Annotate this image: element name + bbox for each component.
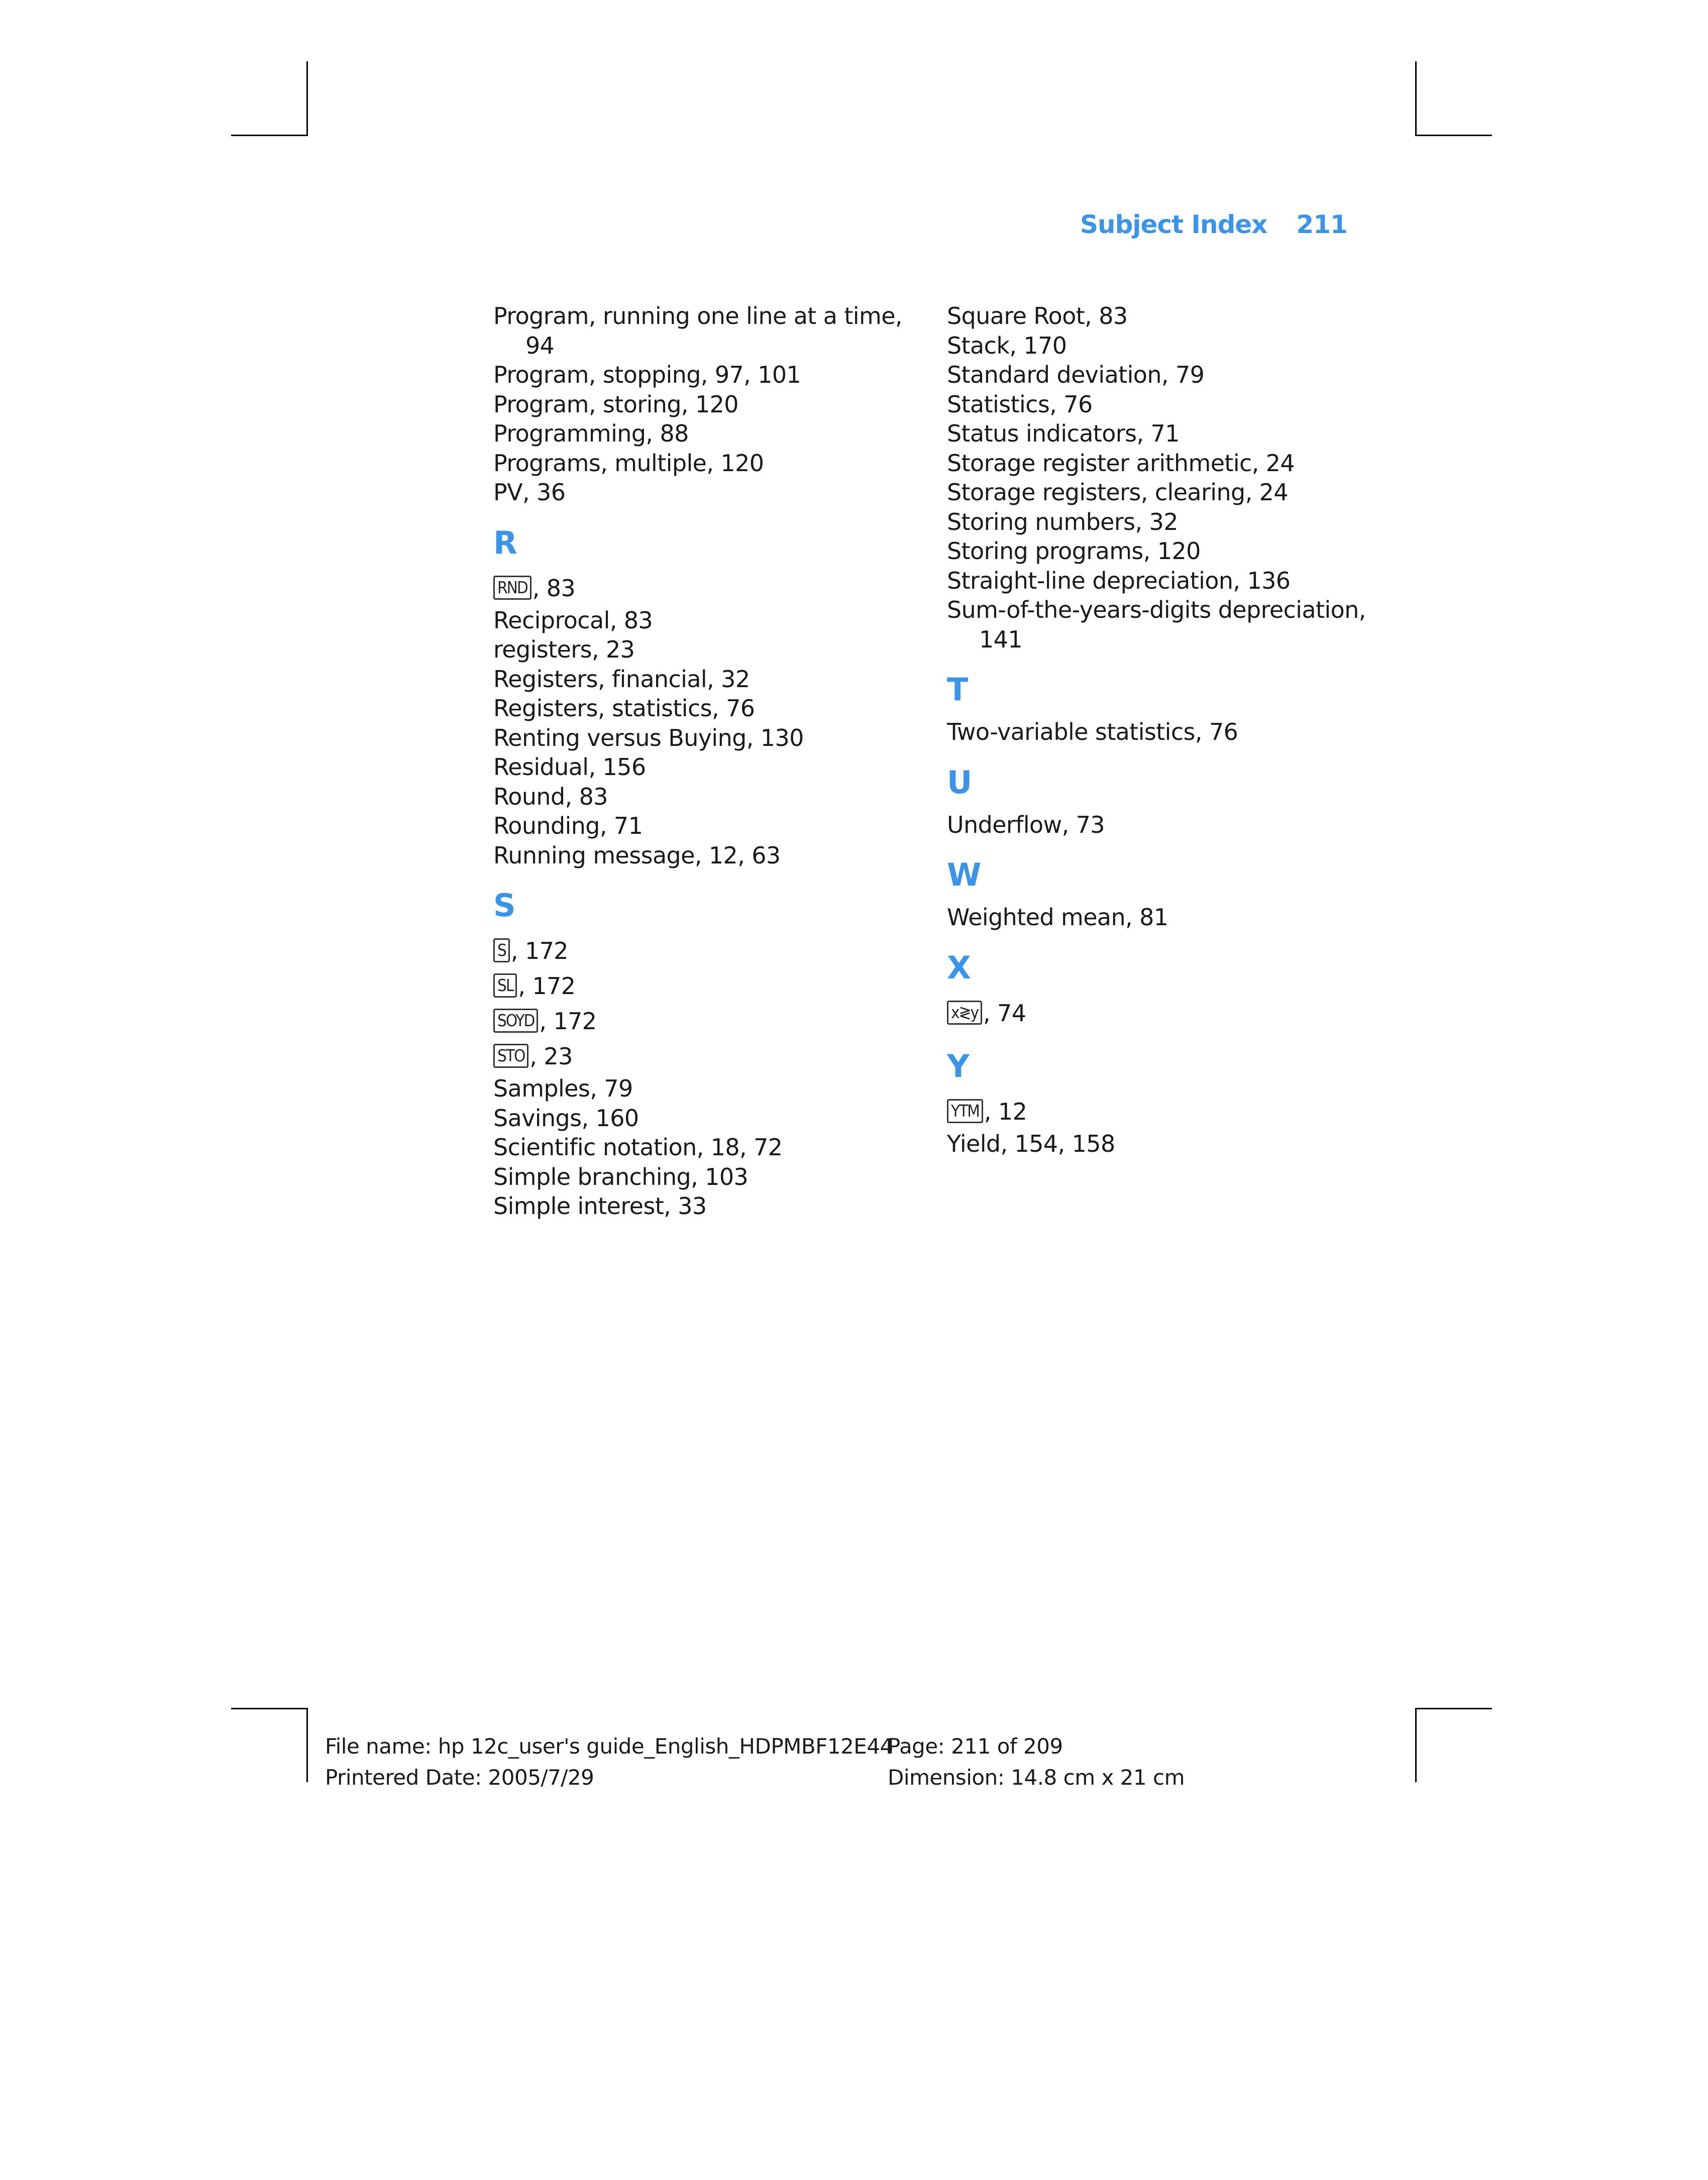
crop-mark-bottom-right-vertical — [1415, 1708, 1417, 1782]
index-entry: Storage registers, clearing, 24 — [947, 479, 1288, 506]
index-letter-heading: T — [947, 671, 968, 708]
index-entry: Straight-line depreciation, 136 — [947, 567, 1291, 594]
calculator-key-icon: RND — [493, 576, 531, 600]
index-column-left — [493, 301, 902, 1221]
index-entry: Yield, 154, 158 — [947, 1130, 1115, 1157]
index-letter-heading: S — [493, 887, 516, 924]
index-entry: Programming, 88 — [493, 420, 689, 447]
footer-file-info — [325, 1731, 893, 1793]
index-entry — [493, 1004, 885, 1039]
index-entry: Simple branching, 103 — [493, 1163, 749, 1190]
index-entry: Storing programs, 120 — [947, 537, 1201, 565]
calculator-key-icon: x≷y — [947, 1001, 982, 1025]
calculator-key-icon: SL — [493, 973, 517, 998]
index-letter-heading: W — [947, 856, 981, 893]
index-entry — [493, 1039, 885, 1074]
index-entry: Weighted mean, 81 — [947, 904, 1168, 931]
crop-mark-bottom-left-horizontal — [231, 1708, 308, 1709]
calculator-key-icon: SOYD — [493, 1009, 538, 1033]
index-entry: Scientific notation, 18, 72 — [493, 1134, 783, 1161]
index-entry — [493, 571, 885, 606]
footer-page: Page: 211 of 209 — [888, 1734, 1063, 1759]
index-entry-pages: , 172 — [539, 1008, 597, 1035]
index-entry-pages: , 12 — [984, 1098, 1027, 1125]
crop-mark-top-left-horizontal — [231, 135, 308, 136]
index-entry-pages: , 83 — [532, 574, 576, 602]
index-entry: Statistics, 76 — [947, 390, 1093, 418]
index-entry: Simple interest, 33 — [493, 1192, 707, 1220]
index-entry: Programs, multiple, 120 — [493, 449, 764, 477]
crop-mark-top-right-horizontal — [1415, 135, 1492, 136]
index-entry: Standard deviation, 79 — [947, 361, 1205, 388]
index-entry — [493, 933, 885, 968]
index-letter-heading: Y — [947, 1047, 970, 1084]
index-entry: Rounding, 71 — [493, 812, 643, 839]
index-entry: Registers, financial, 32 — [493, 665, 750, 693]
index-entry: Samples, 79 — [493, 1075, 633, 1102]
crop-mark-top-right-vertical — [1415, 61, 1417, 136]
index-letter-heading: X — [947, 949, 971, 986]
index-entry: registers, 23 — [493, 636, 635, 663]
crop-mark-bottom-left-vertical — [306, 1708, 308, 1782]
index-entry: Registers, statistics, 76 — [493, 695, 755, 722]
index-entry: Reciprocal, 83 — [493, 606, 653, 634]
running-head — [1080, 210, 1347, 239]
index-entry: Renting versus Buying, 130 — [493, 724, 804, 751]
index-entry — [493, 968, 885, 1004]
calculator-key-icon: YTM — [947, 1099, 983, 1123]
index-column-right — [947, 301, 1366, 1158]
index-entry: Square Root, 83 — [947, 302, 1128, 330]
crop-mark-bottom-right-horizontal — [1415, 1708, 1492, 1709]
index-letter-heading: R — [493, 524, 517, 561]
index-entry: Residual, 156 — [493, 753, 646, 781]
index-entry: Program, storing, 120 — [493, 390, 738, 418]
index-entry: Underflow, 73 — [947, 811, 1105, 838]
index-entry: Storage register arithmetic, 24 — [947, 449, 1295, 477]
calculator-key-icon: S — [493, 938, 510, 962]
index-entry — [947, 1094, 1359, 1129]
index-letter-heading: U — [947, 764, 972, 801]
footer-dimension: Dimension: 14.8 cm x 21 cm — [888, 1765, 1185, 1790]
crop-mark-top-left-vertical — [306, 61, 308, 136]
index-entry — [947, 996, 1359, 1031]
index-entry-pages: , 74 — [983, 999, 1026, 1027]
index-entry: Two-variable statistics, 76 — [947, 718, 1238, 745]
footer-printed-date: Printered Date: 2005/7/29 — [325, 1765, 594, 1790]
index-entry-continuation: 94 — [525, 332, 555, 359]
index-entry: Running message, 12, 63 — [493, 841, 781, 869]
index-entry-continuation: 141 — [979, 625, 1022, 653]
index-entry: Program, stopping, 97, 101 — [493, 361, 801, 388]
footer-page-info — [888, 1731, 1185, 1793]
index-entry: Sum-of-the-years-digits depreciation, — [947, 596, 1366, 623]
index-entry: Stack, 170 — [947, 332, 1067, 359]
index-entry: Storing numbers, 32 — [947, 508, 1178, 535]
index-entry-pages: , 172 — [510, 937, 568, 964]
index-entry: PV, 36 — [493, 479, 566, 506]
section-title: Subject Index — [1080, 210, 1267, 239]
calculator-key-icon: STO — [493, 1044, 528, 1068]
index-entry-pages: , 23 — [529, 1043, 573, 1070]
footer-file-name: File name: hp 12c_user's guide_English_HDPMBF12E44 — [325, 1734, 893, 1759]
index-entry: Savings, 160 — [493, 1104, 639, 1132]
index-entry: Status indicators, 71 — [947, 420, 1180, 447]
index-entry: Program, running one line at a time, — [493, 302, 902, 330]
page-number: 211 — [1296, 210, 1347, 239]
index-entry: Round, 83 — [493, 783, 608, 810]
index-entry-pages: , 172 — [518, 972, 576, 1000]
